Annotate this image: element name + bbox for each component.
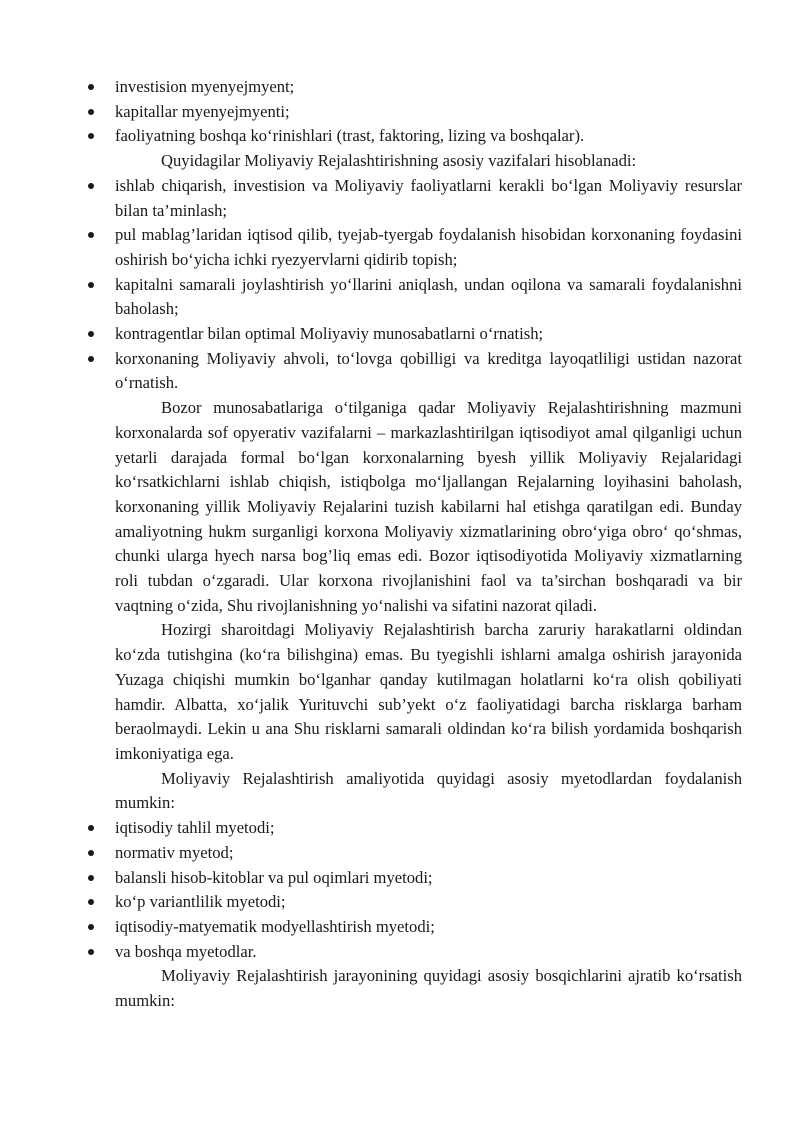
bullet-item: balansli hisob-kitoblar va pul oqimlari myetodi;: [115, 866, 742, 891]
paragraph-tasks-intro: Quyidagilar Moliyaviy Rejalashtirishning asosiy vazifalari hisoblanadi:: [161, 151, 637, 171]
paragraph-current-conditions: Hozirgi sharoitdagi Moliyaviy Rejalashtirish barcha zaruriy harakatlarni oldindan ko‘zda tutishgina (ko‘ra bilishgina) emas. Bu tyegishli ishlarni amalga oshirish jarayonida Yuzaga chiqishi mumkin bo‘lganhar qanday kutilmagan holatlarni ko‘ra olish qobiliyati hamdir. Albatta, xo‘jalik Yurituvchi sub’yekt o‘z faoliyatidagi barcha risklarga barham beraolmaydi. Lekin u ana Shu risklarni samarali oldindan ko‘ra bilish yordamida boshqarish imkoniyatiga ega.: [115, 620, 742, 763]
paragraph-stages-intro: Moliyaviy Rejalashtirish jarayonining quyidagi asosiy bosqichlarini ajratib ko‘rsatish mumkin:: [115, 966, 742, 1011]
bullet-item: korxonaning Moliyaviy ahvoli, to‘lovga qobilligi va kreditga layoqatliligi ustidan nazorat o‘rnatish.: [115, 347, 742, 396]
bullet-item: kapitalni samarali joylashtirish yo‘llarini aniqlash, undan oqilona va samarali foydalanishni baholash;: [115, 273, 742, 322]
bullet-item: normativ myetod;: [115, 841, 742, 866]
bullet-item: iqtisodiy-matyematik modyellashtirish myetodi;: [115, 915, 742, 940]
bullet-item: kontragentlar bilan optimal Moliyaviy munosabatlarni o‘rnatish;: [115, 322, 742, 347]
bullet-item: va boshqa myetodlar.: [115, 940, 742, 965]
bullet-item: pul mablag’laridan iqtisod qilib, tyejab-tyergab foydalanish hisobidan korxonaning foydasini oshirish bo‘yicha ichki ryezyervlarni qidirib topish;: [115, 223, 742, 272]
bullet-item: kapitallar myenyejmyenti;: [115, 100, 742, 125]
paragraph-methods-intro: Moliyaviy Rejalashtirish amaliyotida quyidagi asosiy myetodlardan foydalanish mumkin:: [115, 768, 742, 813]
paragraph-market-transition: Bozor munosabatlariga o‘tilganiga qadar Moliyaviy Rejalashtirishning mazmuni korxonalarda sof opyerativ vazifalarni – markazlashtirilgan iqtisodiyot amal qilganligi uchun yetarli darajada formal bo‘lgan korxonalarning byesh yillik Moliyaviy Rejalaridagi ko‘rsatkichlarni ishlab chiqish, istiqbolga mo‘ljallangan Rejalarning loyihasini baholash, korxonaning yillik Moliyaviy Rejalarini tuzish kabilarni hal etishga qaratilgan edi. Bunday amaliyotning hukm surganligi korxona Moliyaviy xizmatlarining obro‘yiga obro‘ qo‘shmas, chunki ularga hyech narsa bog’liq emas edi. Bozor iqtisodiyotida Moliyaviy xizmatlarning roli tubdan o‘zgaradi. Ular korxona rivojlanishini faol va ta’sirchan boshqaradi va bir vaqtning o‘zida, Shu rivojlanishning yo‘nalishi va sifatini nazorat qiladi.: [115, 398, 742, 615]
bullet-item: ko‘p variantlilik myetodi;: [115, 890, 742, 915]
document-body: [115, 75, 742, 1014]
bullet-item: faoliyatning boshqa ko‘rinishlari (trast, faktoring, lizing va boshqalar).: [115, 124, 742, 149]
bullet-item: investision myenyejmyent;: [115, 75, 742, 100]
bullet-item: iqtisodiy tahlil myetodi;: [115, 816, 742, 841]
bullet-item: ishlab chiqarish, investision va Moliyaviy faoliyatlarni kerakli bo‘lgan Moliyaviy resurslar bilan ta’minlash;: [115, 174, 742, 223]
